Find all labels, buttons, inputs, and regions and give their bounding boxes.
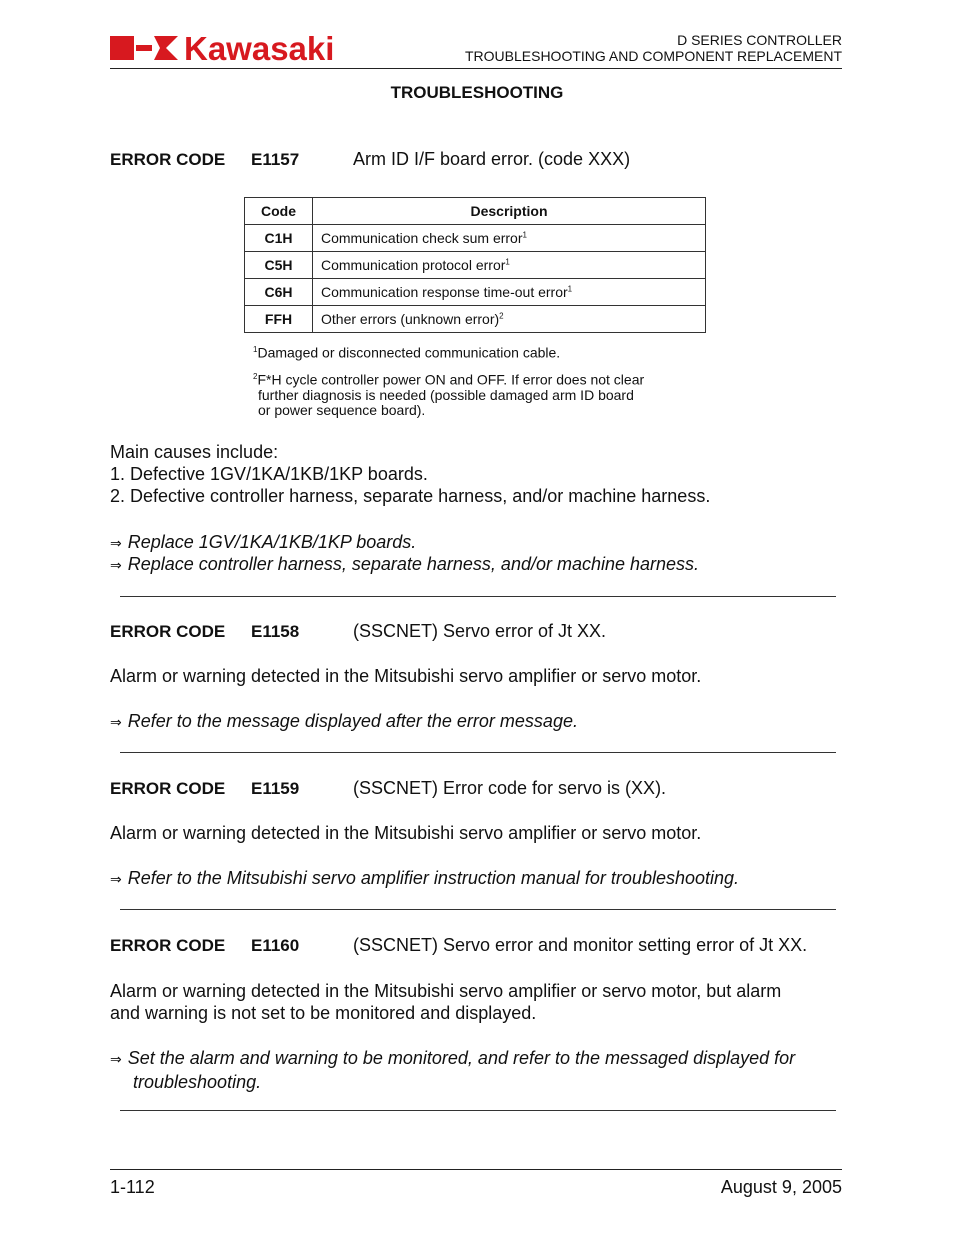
footnote-text: Damaged or disconnected communication cable. [257,344,561,361]
action-text: Replace controller harness, separate harness, and/or machine harness. [127,554,700,574]
footnote-text: or power sequence board). [258,401,426,418]
table-row [245,279,706,306]
footnote-mark: 1 [505,257,510,267]
cause-item: 2. Defective controller harness, separate harness, and/or machine harness. [110,486,711,506]
error-code-label: ERROR CODE [110,150,226,169]
error-code-description: Arm ID I/F board error. (code XXX) [353,149,631,169]
causes-list [110,441,710,507]
error-body: Alarm or warning detected in the Mitsubishi servo amplifier or servo motor. [110,666,702,686]
right-arrow-icon: ⇒ [110,1052,122,1068]
footnote-mark: 1 [253,345,258,354]
table-cell-description [313,225,706,252]
error-code-description: (SSCNET) Servo error and monitor setting error of Jt XX. [353,935,808,955]
header-divider [110,68,842,69]
table-header-row [245,198,706,225]
error-code-number: E1160 [251,936,300,955]
error-code-description: (SSCNET) Error code for servo is (XX). [353,778,667,798]
error-code-label: ERROR CODE [110,779,226,798]
header-subtitle: TROUBLESHOOTING AND COMPONENT REPLACEMENT [464,48,842,64]
action-item [110,553,699,577]
logo-text: Kawasaki [184,32,335,64]
description-text: Communication check sum error [321,230,523,246]
table-row [245,252,706,279]
right-arrow-icon: ⇒ [110,715,122,731]
footer-divider [110,1169,842,1170]
right-arrow-icon: ⇒ [110,872,122,888]
section-divider [120,596,836,597]
footnote-text: further diagnosis is needed (possible damaged arm ID board [258,386,634,403]
causes-heading: Main causes include: [110,442,279,462]
description-text: Communication protocol error [321,257,506,273]
code-table [244,197,706,333]
right-arrow-icon: ⇒ [110,536,122,552]
action-text: troubleshooting. [133,1072,262,1092]
kawasaki-logo-icon [110,32,390,64]
column-header-description: Description [313,198,706,225]
error-code-number: E1159 [251,779,300,798]
table-cell-code: C5H [245,252,313,279]
action-item [110,531,416,555]
footnote-mark: 2 [253,372,258,381]
table-cell-code: C1H [245,225,313,252]
description-text: Communication response time-out error [321,284,568,300]
table-cell-description [313,252,706,279]
page-number: 1-112 [110,1177,155,1197]
error-body: Alarm or warning detected in the Mitsubishi servo amplifier or servo motor. [110,823,702,843]
publication-date: August 9, 2005 [720,1177,842,1197]
action-text: Replace 1GV/1KA/1KB/1KP boards. [127,532,417,552]
action-item [110,1047,795,1093]
section-title: TROUBLESHOOTING [390,83,564,102]
cause-item: 1. Defective 1GV/1KA/1KB/1KP boards. [110,464,428,484]
section-divider [120,752,836,753]
footnote-mark: 2 [499,311,504,321]
error-body [110,980,781,1024]
action-text: Refer to the Mitsubishi servo amplifier instruction manual for troubleshooting. [127,868,740,888]
header-title: D SERIES CONTROLLER [677,32,842,48]
body-line: Alarm or warning detected in the Mitsubishi servo amplifier or servo motor, but alarm [110,981,782,1001]
action-item [110,710,578,734]
section-divider [120,1110,836,1111]
footnote-mark: 1 [567,284,573,294]
table-row [245,306,706,333]
table-cell-description [313,279,706,306]
error-code-number: E1157 [251,150,300,169]
footnote-2 [253,369,644,418]
table-cell-description [313,306,706,333]
action-item [110,867,739,891]
action-text: Set the alarm and warning to be monitored, and refer to the messaged displayed for [127,1048,796,1068]
body-line: and warning is not set to be monitored and displayed. [110,1003,537,1023]
table-row [245,225,706,252]
table-cell-code: C6H [245,279,313,306]
footnote-1 [253,342,560,361]
error-code-number: E1158 [251,622,300,641]
right-arrow-icon: ⇒ [110,558,122,574]
error-code-label: ERROR CODE [110,936,226,955]
column-header-code: Code [245,198,313,225]
description-text: Other errors (unknown error) [321,311,500,327]
section-divider [120,909,836,910]
action-text: Refer to the message displayed after the error message. [127,711,578,731]
table-cell-code: FFH [245,306,313,333]
footnote-mark: 1 [522,230,527,240]
error-code-description: (SSCNET) Servo error of Jt XX. [353,621,607,641]
kawasaki-logo [110,32,390,64]
error-code-label: ERROR CODE [110,622,226,641]
footnote-text: F*H cycle controller power ON and OFF. If error does not clear [257,371,645,388]
